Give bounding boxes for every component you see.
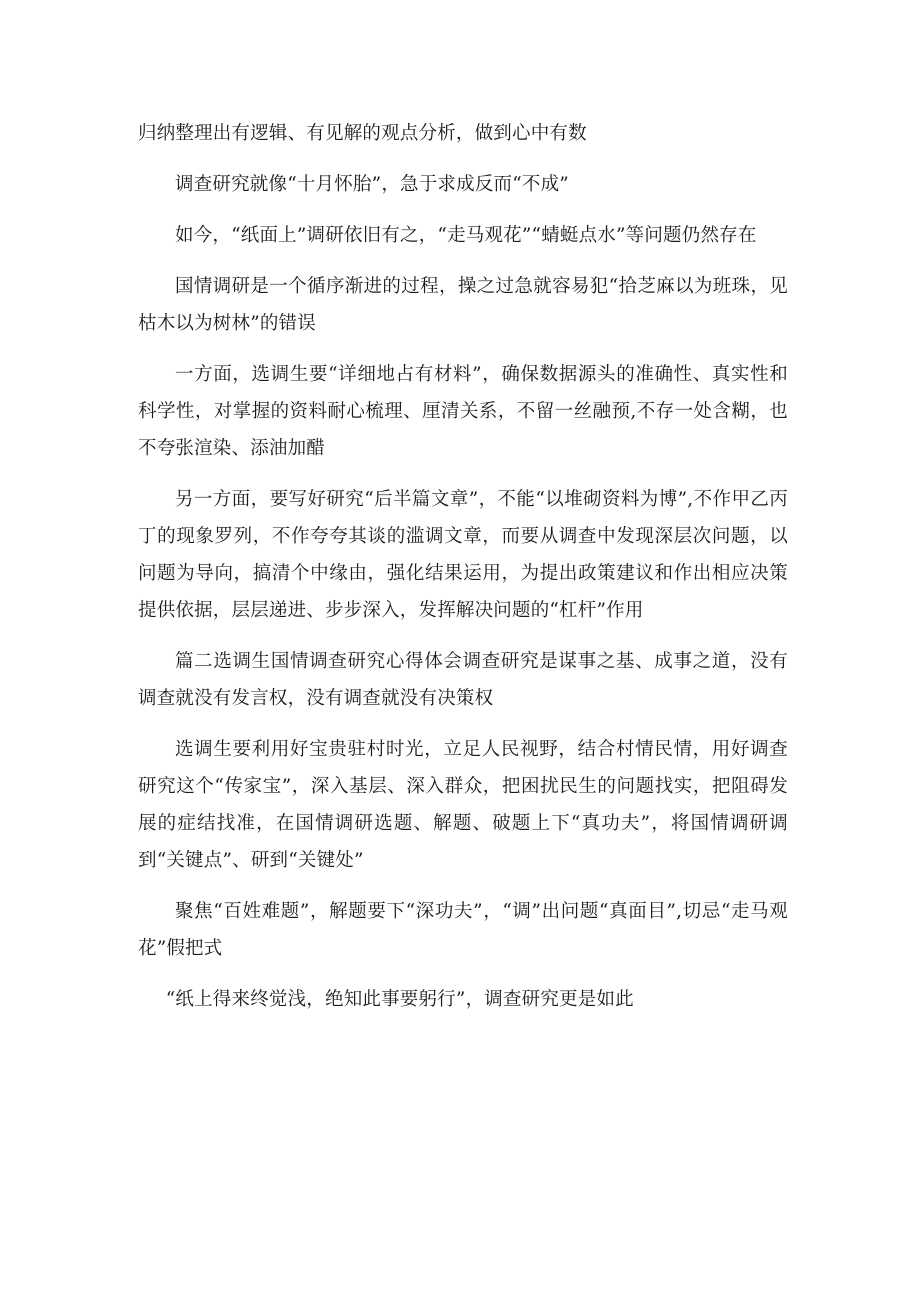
paragraph: 如今，“纸面上”调研依旧有之，“走马观花”“蜻蜓点水”等问题仍然存在 <box>175 225 757 246</box>
paragraph: 调查研究就像“十月怀胎”，急于求成反而“不成” <box>175 174 569 195</box>
document-body <box>138 115 788 1032</box>
paragraph: 归纳整理出有逻辑、有见解的观点分析，做到心中有数 <box>138 123 587 144</box>
paragraph: 选调生要利用好宝贵驻村时光，立足人民视野，结合村情民情，用好调查研究这个“传家宝”，深入基层、深入群众，把困扰民生的问题找实，把阻碍发展的症结找准，在国情调研选题、解题、破题上下“真功夫”，将国情调研调到“关键点”、研到“关键处” <box>138 739 788 871</box>
paragraph: 篇二选调生国情调查研究心得体会调查研究是谋事之基、成事之道，没有调查就没有发言权，没有调查就没有决策权 <box>138 651 788 709</box>
paragraph: “纸上得来终觉浅，绝知此事要躬行”，调查研究更是如此 <box>165 989 634 1010</box>
paragraph: 一方面，选调生要“详细地占有材料”，确保数据源头的准确性、真实性和科学性，对掌握的资料耐心梳理、厘清关系，不留一丝融预,不存一处含糊，也不夸张渲染、添油加醋 <box>138 364 788 459</box>
paragraph: 另一方面，要写好研究“后半篇文章”，不能“以堆砌资料为博”,不作甲乙丙丁的现象罗列，不作夸夸其谈的滥调文章，而要从调查中发现深层次问题，以问题为导向，搞清个中缘由，强化结果运用，为提出政策建议和作出相应决策提供依据，层层递进、步步深入，发挥解决问题的“杠杆”作用 <box>138 489 788 621</box>
paragraph: 聚焦“百姓难题”，解题要下“深功夫”，“调”出问题“真面目”,切忌“走马观花”假把式 <box>138 901 788 959</box>
paragraph: 国情调研是一个循序渐进的过程，操之过急就容易犯“拾芝麻以为班珠，见枯木以为树林”的错误 <box>138 276 788 334</box>
